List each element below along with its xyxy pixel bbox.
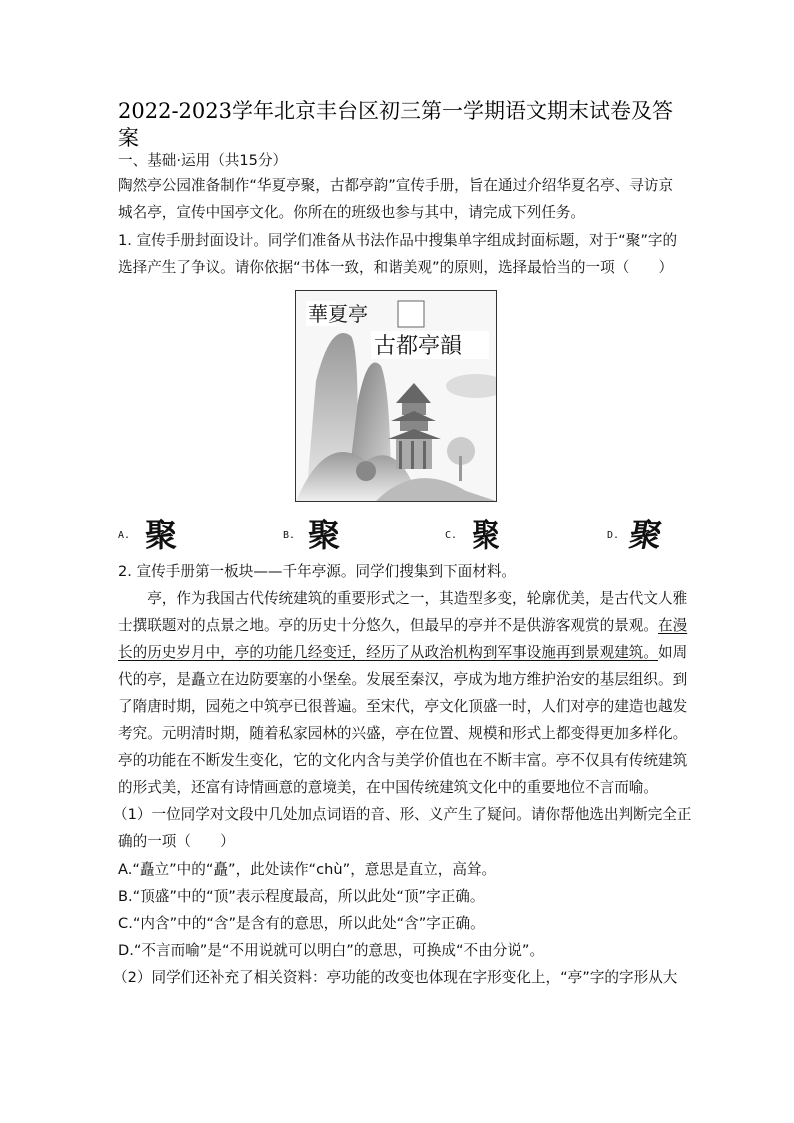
option-label: D.: [607, 530, 620, 541]
cover-design-picture: [295, 290, 497, 502]
passage-line: 亭，作为我国古代传统建筑的重要形式之一，其造型多变，轮廓优美，是古代文人雅: [118, 590, 688, 607]
calligraphy-char: 聚: [472, 516, 500, 554]
passage-line: [118, 643, 687, 663]
section-heading: 一、基础·运用（共15分）: [118, 152, 288, 169]
passage-line: 亭的功能在不断发生变化，它的文化内含与美学价值也在不断丰富。亭不仅具有传统建筑: [118, 752, 688, 769]
option-label: B.: [283, 530, 296, 541]
picture-title-2: 古都亭韻: [374, 334, 463, 359]
passage-line: 考究。元明清时期，随着私家园林的兴盛，亭在位置、规模和形式上都变得更加多样化。: [118, 725, 688, 742]
passage-line: 代的亭，是矗立在边防要塞的小堡垒。发展至秦汉，亭成为地方维护治安的基层组织。到: [118, 671, 688, 688]
option-label: C.: [445, 530, 458, 541]
calligraphy-char: 聚: [308, 516, 341, 554]
underlined-sentence: 在漫: [657, 617, 688, 634]
sub-option-a[interactable]: A.“矗立”中的“矗”，此处读作“chù”，意思是直立，高耸。: [118, 861, 497, 878]
question-1-line: 选择产生了争议。请你依据“书体一致，和谐美观”的原则，选择最恰当的一项（ ）: [118, 259, 674, 276]
passage-line: 的形式美，还富有诗情画意的意境美，在中国传统建筑文化中的重要地位不言而喻。: [118, 779, 658, 796]
passage-text: 如周: [657, 644, 688, 661]
sub-option-b[interactable]: B.“顶盛”中的“顶”表示程度最高，所以此处“顶”字正确。: [118, 888, 485, 905]
question-2-heading: 2. 宣传手册第一板块——千年亭源。同学们搜集到下面材料。: [118, 563, 517, 580]
calligraphy-char: 聚: [145, 516, 178, 554]
passage-line: 了隋唐时期，园苑之中筑亭已很普遍。至宋代，亭文化顶盛一时，人们对亭的建造也越发: [118, 698, 688, 715]
underlined-sentence: 长的历史岁月中，亭的功能几经变迁，经历了从政治机构到军事设施再到景观建筑。: [118, 644, 658, 661]
option-label: A.: [118, 530, 131, 541]
document-title: 2022-2023学年北京丰台区初三第一学期语文期末试卷及答: [118, 99, 673, 123]
picture-title-1: 華夏亭: [308, 302, 368, 326]
calligraphy-char: 聚: [626, 516, 666, 554]
sub-question-1: 确的一项（ ）: [118, 833, 235, 850]
sub-question-1: （1）一位同学对文段中几处加点词语的音、形、义产生了疑问。请你帮他选出判断完全正: [113, 806, 692, 823]
intro-line: 陶然亭公园准备制作“华夏亭聚，古都亭韵”宣传手册，旨在通过介绍华夏名亭、寻访京: [118, 177, 674, 194]
sub-option-d[interactable]: D.“不言而喻”是“不用说就可以明白”的意思，可换成“不由分说”。: [118, 942, 545, 959]
document-title-cont: 案: [118, 126, 139, 150]
passage-line: [118, 616, 687, 636]
sub-question-2: （2）同学们还补充了相关资料：亭功能的改变也体现在字形变化上，“亭”字的字形从大: [113, 969, 678, 986]
passage-text: 士撰联题对的点景之地。亭的历史十分悠久，但最早的亭并不是供游客观赏的景观。: [118, 617, 658, 634]
intro-line: 城名亭，宣传中国亭文化。你所在的班级也参与其中，请完成下列任务。: [118, 204, 586, 221]
question-1-line: 1. 宣传手册封面设计。同学们准备从书法作品中搜集单字组成封面标题，对于“聚”字的: [118, 232, 678, 249]
sub-option-c[interactable]: C.“内含”中的“含”是含有的意思，所以此处“含”字正确。: [118, 915, 485, 932]
